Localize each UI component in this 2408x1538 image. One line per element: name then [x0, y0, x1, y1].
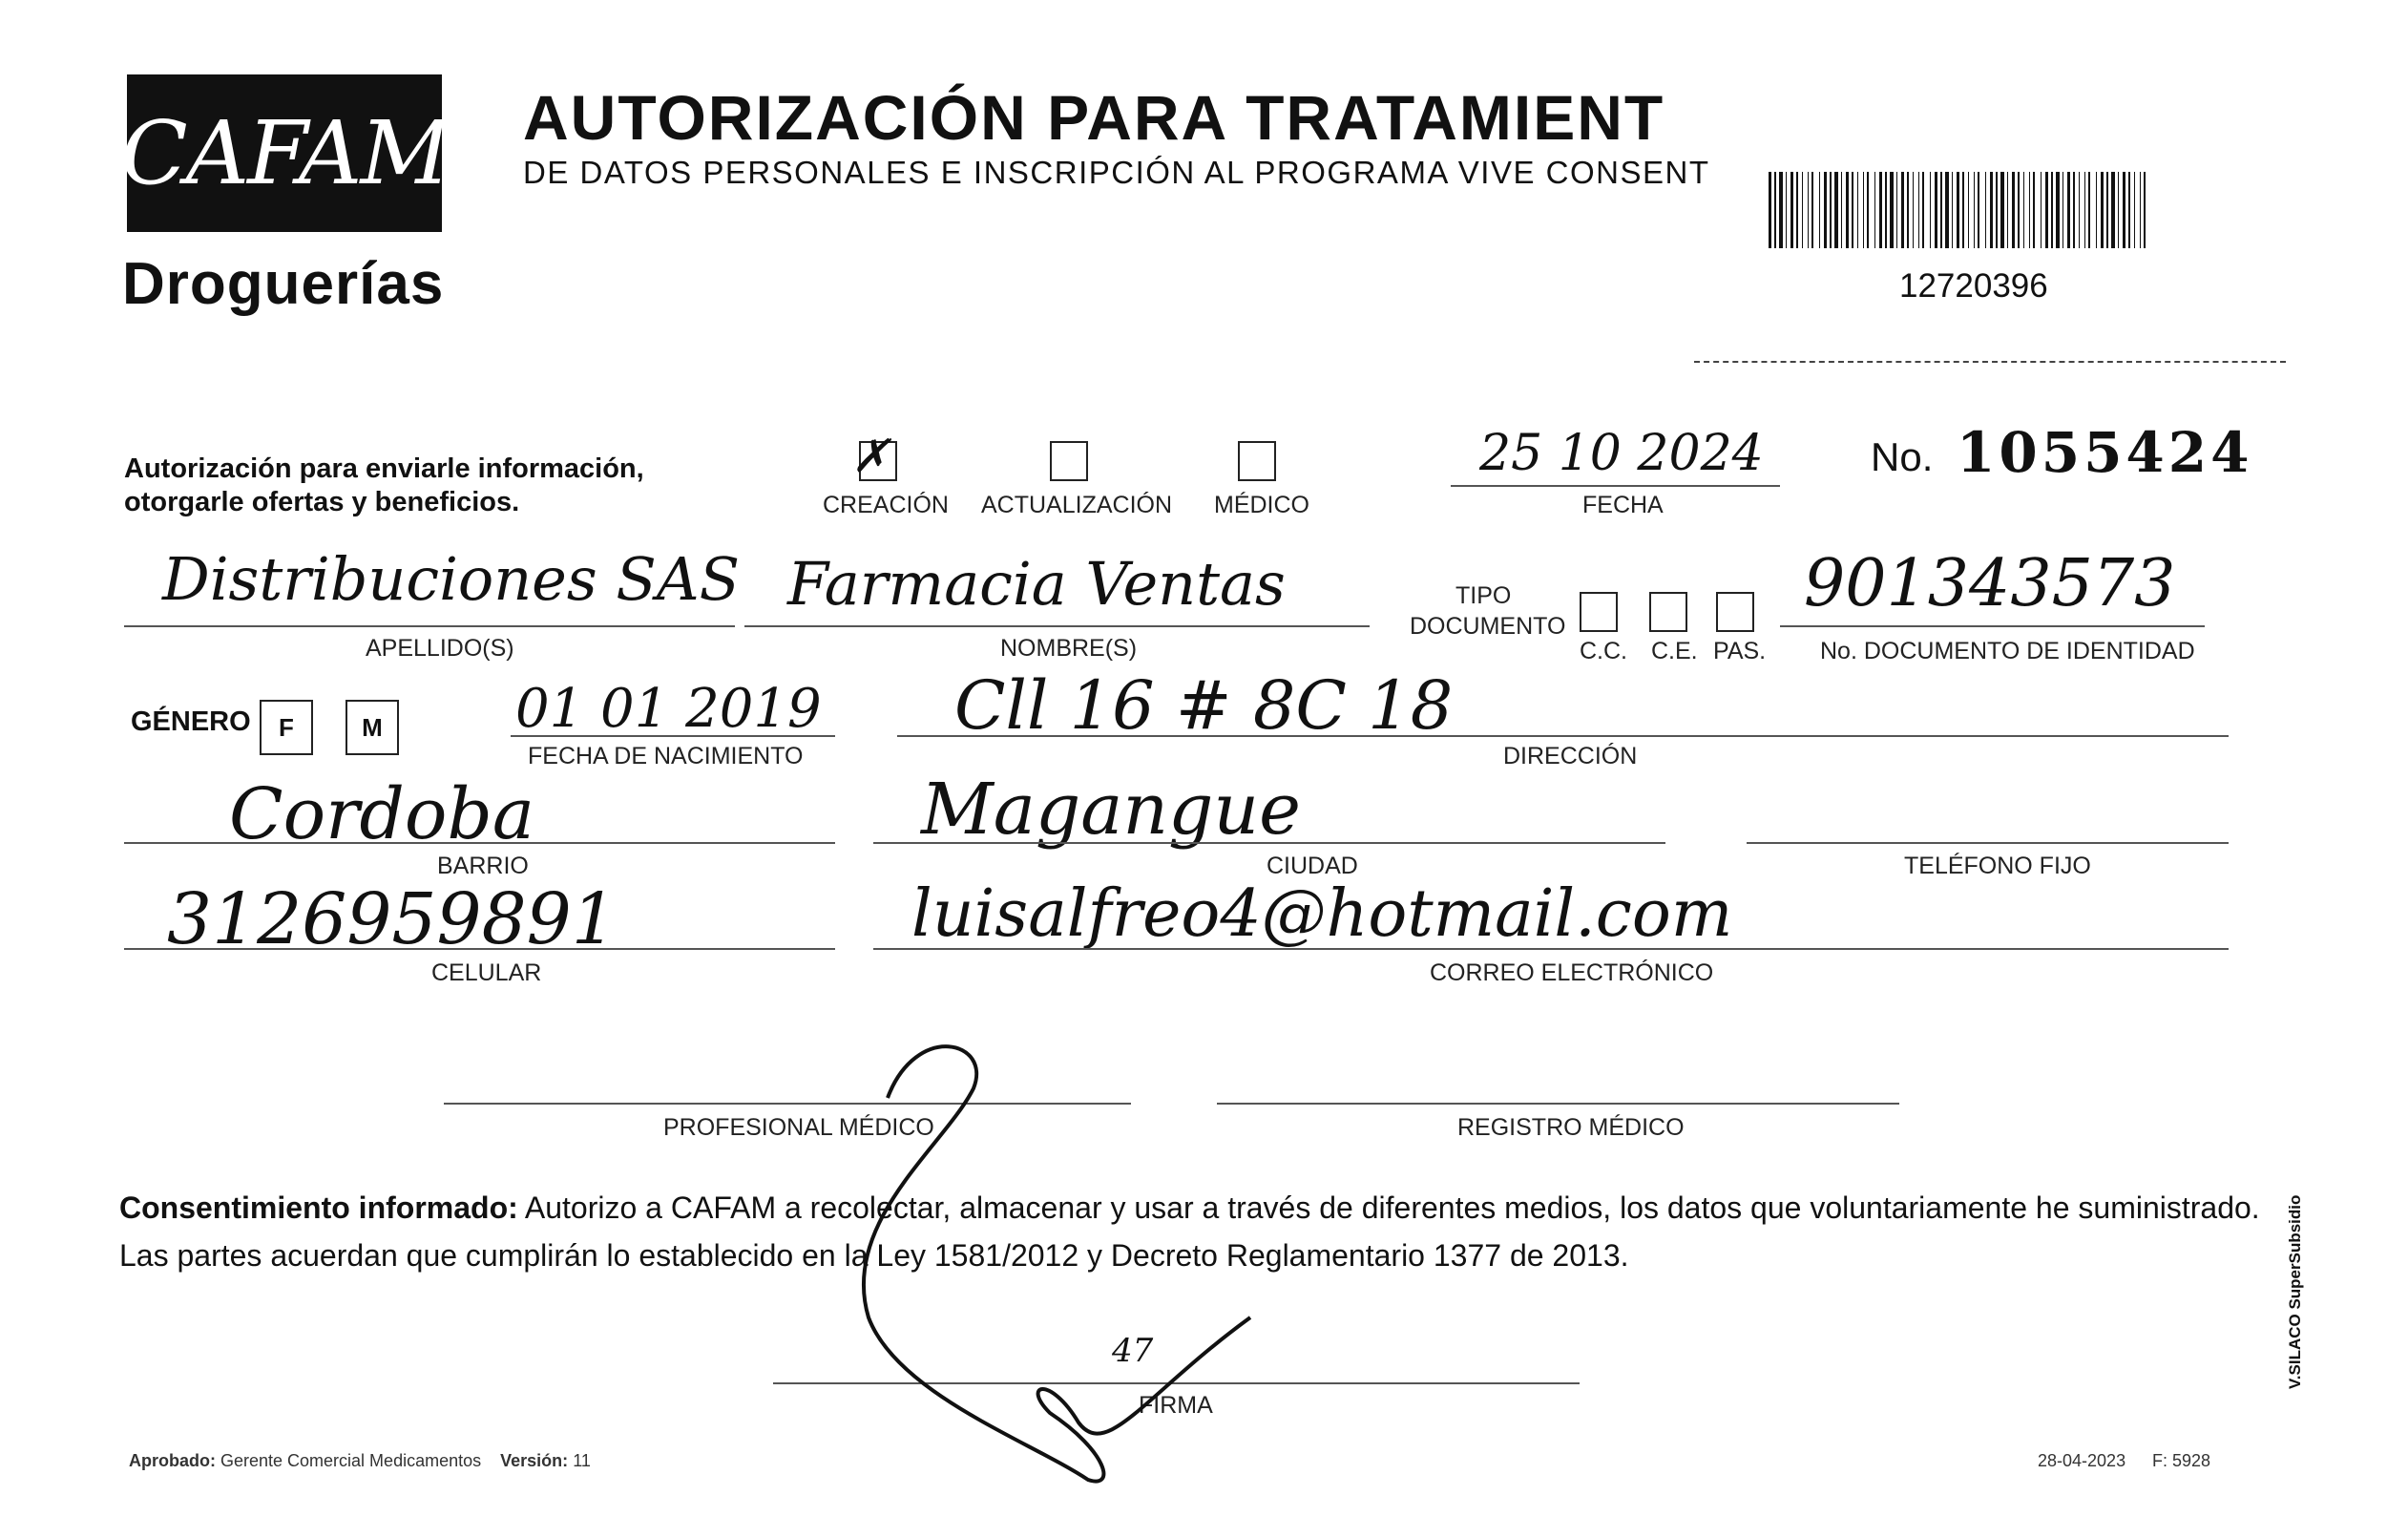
barcode-bar: [2067, 172, 2070, 248]
document-title: AUTORIZACIÓN PARA TRATAMIENT: [523, 82, 1665, 153]
documento-id-value[interactable]: 901343573: [1804, 546, 2176, 622]
barcode-bar: [1952, 172, 1953, 248]
barcode-bar: [1990, 172, 1993, 248]
barrio-value[interactable]: Cordoba: [229, 773, 534, 855]
barcode-bar: [2084, 172, 2085, 248]
barcode-bar: [2118, 172, 2119, 248]
ciudad-value[interactable]: Magangue: [921, 769, 1301, 851]
barcode-bar: [1774, 172, 1776, 248]
consent-lead: Consentimiento informado:: [119, 1190, 518, 1225]
cafam-logo: [120, 74, 449, 232]
barcode-bar: [2079, 172, 2080, 248]
cc-label: C.C.: [1580, 638, 1627, 664]
documento-id-line: [1780, 625, 2205, 627]
medico-label: MÉDICO: [1214, 492, 1309, 518]
barcode-bar: [2056, 172, 2060, 248]
fecha-line: [1451, 485, 1780, 487]
direccion-value[interactable]: Cll 16 # 8C 18: [954, 666, 1454, 745]
registro-label: REGISTRO MÉDICO: [1457, 1114, 1685, 1141]
nacimiento-value[interactable]: 01 01 2019: [515, 678, 822, 740]
barcode-bar: [2096, 172, 2097, 248]
aprobado-label: Aprobado:: [129, 1451, 216, 1470]
barcode-bar: [1819, 172, 1820, 248]
barcode-bar: [2033, 172, 2035, 248]
cc-checkbox[interactable]: [1580, 592, 1618, 632]
nombres-label: NOMBRE(S): [1000, 635, 1138, 662]
intro-line-1: Autorización para enviarle información,: [124, 453, 644, 484]
barcode-bar: [1808, 172, 1809, 248]
barcode-bar: [2029, 172, 2030, 248]
logo-text: CAFAM: [120, 102, 449, 204]
actualizacion-label: ACTUALIZACIÓN: [981, 492, 1173, 518]
genero-label: GÉNERO: [131, 706, 251, 737]
pas-checkbox[interactable]: [1716, 592, 1754, 632]
barcode-bar: [1957, 172, 1959, 248]
apellidos-label: APELLIDO(S): [366, 635, 514, 662]
celular-value[interactable]: 3126959891: [167, 878, 617, 960]
brand-name: Droguerías: [122, 251, 445, 317]
documento-label: DOCUMENTO: [1410, 613, 1566, 640]
medico-checkbox[interactable]: [1238, 441, 1276, 481]
ce-label: C.E.: [1651, 638, 1698, 664]
barcode-bar: [1857, 172, 1858, 248]
barcode-bar: [1978, 172, 1979, 248]
barcode-image: [1769, 172, 2146, 248]
barcode-bar: [2012, 172, 2015, 248]
barcode-bar: [2007, 172, 2008, 248]
barrio-label: BARRIO: [437, 853, 529, 879]
ciudad-label: CIUDAD: [1267, 853, 1358, 879]
barcode-bar: [2045, 172, 2048, 248]
correo-line: [873, 948, 2229, 950]
barcode-bar: [1935, 172, 1937, 248]
barcode-bar: [1874, 172, 1875, 248]
barcode-bar: [1863, 172, 1864, 248]
pas-label: PAS.: [1713, 638, 1767, 664]
telefono-line[interactable]: [1747, 842, 2229, 844]
barcode-bar: [1779, 172, 1783, 248]
barcode-bar: [2018, 172, 2020, 248]
barcode-bar: [1945, 172, 1949, 248]
barcode-bar: [2023, 172, 2024, 248]
version-value: 11: [573, 1451, 591, 1470]
barcode-bar: [1885, 172, 1887, 248]
barcode-bar: [1769, 172, 1771, 248]
barcode-bar: [2134, 172, 2135, 248]
signature-mark: 47: [1112, 1332, 1154, 1370]
barcode-bar: [1907, 172, 1909, 248]
barcode-bar: [2128, 172, 2130, 248]
barcode-bar: [1913, 172, 1914, 248]
barcode-bar: [1786, 172, 1787, 248]
nombres-value[interactable]: Farmacia Ventas: [787, 549, 1286, 619]
barcode-bar: [2101, 172, 2104, 248]
barcode-bar: [1834, 172, 1838, 248]
barcode-bar: [1922, 172, 1924, 248]
aprobado-value: Gerente Comercial Medicamentos: [220, 1451, 482, 1470]
genero-m-checkbox[interactable]: [345, 700, 399, 755]
barcode-bar: [2051, 172, 2053, 248]
celular-line: [124, 948, 835, 950]
barcode-bar: [1918, 172, 1919, 248]
ciudad-line: [873, 842, 1665, 844]
barcode-bar: [1811, 172, 1813, 248]
barcode-bar: [2144, 172, 2146, 248]
barcode-number: 12720396: [1899, 267, 2048, 305]
fecha-value[interactable]: 25 10 2024: [1479, 425, 1764, 482]
barcode-bar: [1940, 172, 1942, 248]
barcode-bar: [1901, 172, 1904, 248]
barcode-bar: [2088, 172, 2090, 248]
nacimiento-line: [511, 735, 835, 737]
barcode-bar: [1890, 172, 1894, 248]
barcode-bar: [1824, 172, 1827, 248]
direccion-line: [897, 735, 2229, 737]
barcode-bar: [2140, 172, 2141, 248]
barcode-bar: [2073, 172, 2075, 248]
barcode-bar: [2041, 172, 2042, 248]
creacion-label: CREACIÓN: [823, 492, 949, 518]
genero-f-label: F: [279, 712, 294, 742]
barcode-bar: [1930, 172, 1931, 248]
apellidos-line: [124, 625, 735, 627]
tipo-label: TIPO: [1455, 582, 1512, 609]
fecha-label: FECHA: [1582, 492, 1664, 518]
barcode-bar: [2106, 172, 2108, 248]
nombres-line: [744, 625, 1370, 627]
document-subtitle: DE DATOS PERSONALES E INSCRIPCIÓN AL PROGRAMA VIVE CONSENT: [523, 155, 1710, 190]
barcode-bar: [1968, 172, 1969, 248]
consent-line-2: Las partes acuerdan que cumplirán lo establecido en la Ley 1581/2012 y Decreto Reglamentario 1377 de 2013.: [119, 1238, 1629, 1273]
nacimiento-label: FECHA DE NACIMIENTO: [528, 743, 804, 769]
barcode-bar: [1830, 172, 1832, 248]
direccion-label: DIRECCIÓN: [1503, 743, 1638, 769]
version-label: Versión:: [500, 1451, 569, 1470]
consent-text-1: Autorizo a CAFAM a recolectar, almacenar y usar a través de diferentes medios, los datos que voluntariamente he suministrado.: [517, 1190, 2260, 1225]
footer-approval: [129, 1451, 591, 1471]
barcode-bar: [1974, 172, 1975, 248]
barcode-bar: [1802, 172, 1803, 248]
signature-drawing: [802, 1031, 1298, 1508]
apellidos-value[interactable]: Distribuciones SAS: [162, 544, 741, 614]
ce-checkbox[interactable]: [1649, 592, 1687, 632]
profesional-label: PROFESIONAL MÉDICO: [663, 1114, 934, 1141]
barcode-bar: [2123, 172, 2125, 248]
barcode-bar: [1996, 172, 1998, 248]
correo-value[interactable]: luisalfreo4@hotmail.com: [911, 876, 1733, 952]
barcode-bar: [2111, 172, 2115, 248]
documento-id-label: No. DOCUMENTO DE IDENTIDAD: [1820, 638, 2195, 664]
genero-m-label: M: [362, 712, 383, 742]
barcode-bar: [1867, 172, 1869, 248]
firma-label: FIRMA: [1139, 1392, 1213, 1419]
barcode-bar: [1962, 172, 1964, 248]
barcode-bar: [1879, 172, 1882, 248]
actualizacion-checkbox[interactable]: [1050, 441, 1088, 481]
barcode-bar: [1846, 172, 1849, 248]
registro-line[interactable]: [1217, 1103, 1899, 1105]
genero-f-checkbox[interactable]: [260, 700, 313, 755]
correo-label: CORREO ELECTRÓNICO: [1430, 959, 1714, 986]
dashed-separator: [1694, 361, 2286, 363]
barcode-bar: [1796, 172, 1798, 248]
barcode-bar: [1790, 172, 1793, 248]
barcode-bar: [2000, 172, 2004, 248]
intro-line-2: otorgarle ofertas y beneficios.: [124, 487, 520, 517]
footer-date: 28-04-2023: [2038, 1451, 2126, 1470]
telefono-label: TELÉFONO FIJO: [1904, 853, 2091, 879]
barcode-bar: [1985, 172, 1986, 248]
barrio-line: [124, 842, 835, 844]
footer-code: F: 5928: [2152, 1451, 2211, 1470]
barcode-bar: [1896, 172, 1897, 248]
creacion-check-mark: ✗: [851, 430, 890, 483]
barcode-bar: [1841, 172, 1842, 248]
side-text: V.SILACO SuperSubsidio: [2286, 1194, 2304, 1389]
barcode-bar: [1852, 172, 1853, 248]
numero-value: 1055424: [1957, 420, 2253, 485]
celular-label: CELULAR: [431, 959, 542, 986]
numero-label: No.: [1871, 434, 1934, 479]
